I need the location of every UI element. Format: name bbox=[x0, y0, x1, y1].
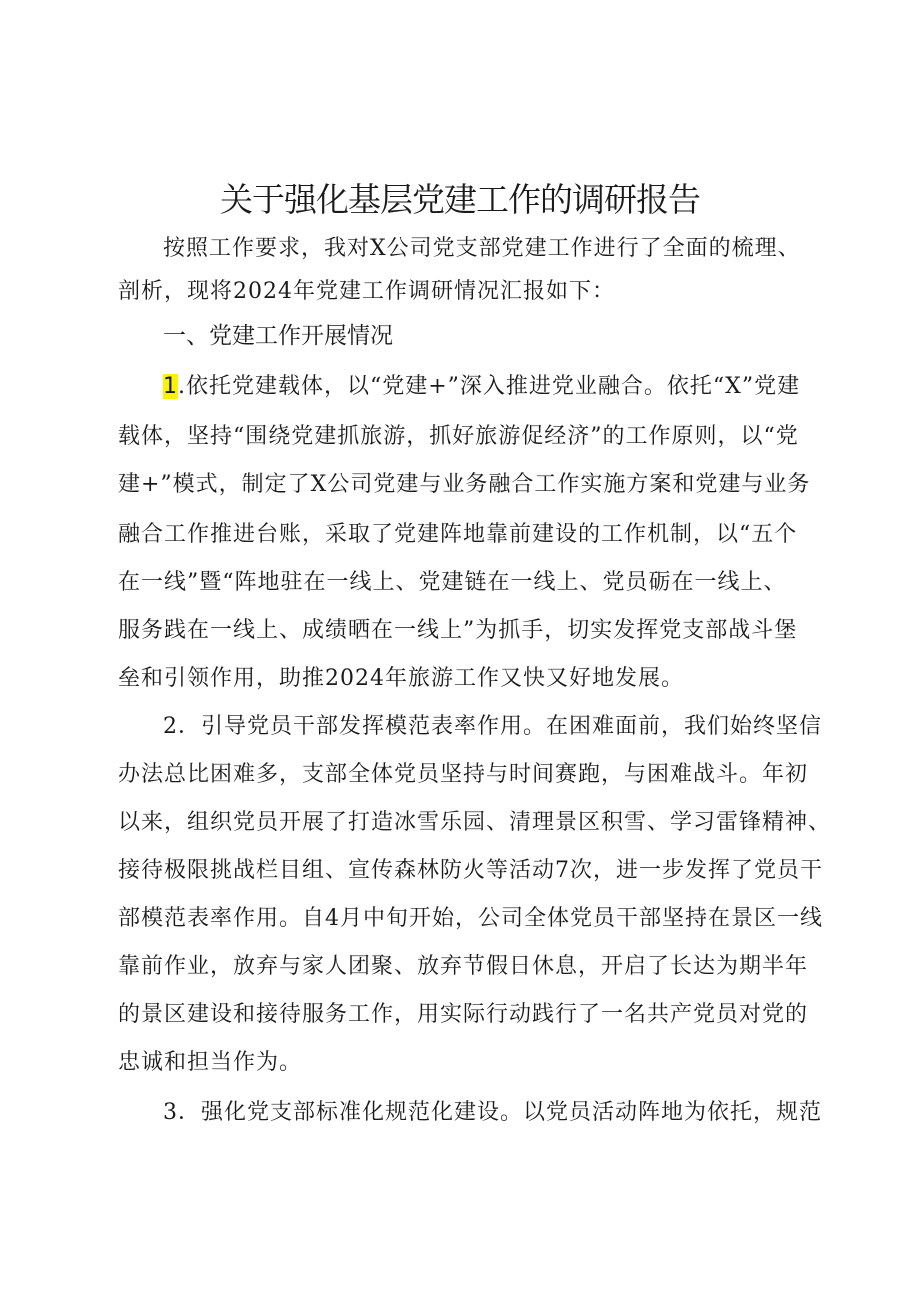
item2-line-3: 以来，组织党员开展了打造冰雪乐园、清理景区积雪、学习雷锋精神、 bbox=[118, 810, 832, 835]
item2-line-4: 接待极限挑战栏目组、宣传森林防火等活动7次，进一步发挥了党员干 bbox=[118, 858, 823, 883]
item1-first-line-text: .依托党建载体，以“党建+”深入推进党业融合。依托“X”党建 bbox=[178, 374, 801, 399]
item1-line-4: 融合工作推进台账，采取了党建阵地靠前建设的工作机制，以“五个 bbox=[118, 522, 798, 547]
intro-line-1: 按照工作要求，我对X公司党支部党建工作进行了全面的梳理、 bbox=[163, 236, 801, 261]
item1-number-highlight: 1 bbox=[163, 374, 178, 399]
item3-line-1: 3．强化党支部标准化规范化建设。以党员活动阵地为依托，规范 bbox=[163, 1100, 822, 1125]
item1-line-2: 载体，坚持“围绕党建抓旅游，抓好旅游促经济”的工作原则，以“党 bbox=[118, 424, 799, 449]
item2-line-5: 部模范表率作用。自4月中旬开始，公司全体党员干部坚持在景区一线 bbox=[118, 906, 823, 931]
item1-line-5: 在一线”暨“阵地驻在一线上、党建链在一线上、党员砺在一线上、 bbox=[118, 570, 787, 595]
item2-line-6: 靠前作业，放弃与家人团聚、放弃节假日休息，开启了长达为期半年 bbox=[118, 954, 809, 979]
item2-line-7: 的景区建设和接待服务工作，用实际行动践行了一名共产党员对党的 bbox=[118, 1002, 809, 1027]
item2-line-2: 办法总比困难多，支部全体党员坚持与时间赛跑，与困难战斗。年初 bbox=[118, 762, 809, 787]
section-heading: 一、党建工作开展情况 bbox=[163, 323, 393, 349]
item1-line-6: 服务践在一线上、成绩晒在一线上”为抓手，切实发挥党支部战斗堡 bbox=[118, 618, 798, 643]
item1-line-7: 垒和引领作用，助推2024年旅游工作又快又好地发展。 bbox=[118, 666, 684, 691]
item2-line-8: 忠诚和担当作为。 bbox=[118, 1050, 303, 1075]
intro-line-2: 剖析，现将2024年党建工作调研情况汇报如下： bbox=[118, 279, 615, 304]
item2-line-1: 2．引导党员干部发挥模范表率作用。在困难面前，我们始终坚信 bbox=[163, 714, 822, 739]
document-title: 关于强化基层党建工作的调研报告 bbox=[220, 180, 700, 219]
item1-first-line bbox=[163, 370, 800, 404]
item1-line-3: 建+”模式，制定了X公司党建与业务融合工作实施方案和党建与业务 bbox=[118, 472, 811, 497]
